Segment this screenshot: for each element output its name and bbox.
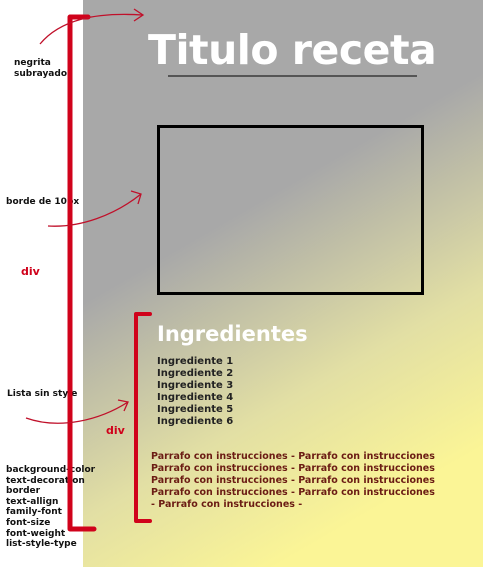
list-note: Lista sin style (7, 389, 78, 399)
ingredient-item: Ingrediente 6 (157, 416, 234, 427)
paragraph-line: - Parrafo con instrucciones - (151, 499, 303, 510)
ingredient-item: Ingrediente 2 (157, 368, 234, 379)
ingredient-item: Ingrediente 3 (157, 380, 234, 391)
ingredients-heading: Ingredientes (157, 322, 308, 346)
border-note: borde de 10px (6, 197, 80, 207)
paragraph-line: Parrafo con instrucciones - Parrafo con instrucciones (151, 475, 435, 486)
inner-div-label: div (106, 424, 125, 437)
css-property: border (6, 486, 41, 497)
inner-div-bracket (136, 314, 150, 521)
css-property: list-style-type (6, 539, 77, 550)
note-line: negrita (14, 58, 51, 68)
outer-div-bracket (70, 17, 94, 529)
ingredient-item: Ingrediente 1 (157, 356, 234, 367)
css-property: family-font (6, 507, 62, 518)
note-line: subrayado (14, 69, 68, 79)
list-arrow (26, 402, 128, 423)
paragraph-line: Parrafo con instrucciones - Parrafo con instrucciones (151, 451, 435, 462)
css-property: text-allign (6, 496, 59, 507)
ingredient-item: Ingrediente 5 (157, 404, 234, 415)
border-arrow (48, 194, 141, 226)
paragraph-line: Parrafo con instrucciones - Parrafo con instrucciones (151, 463, 435, 474)
css-property: background-color (6, 465, 96, 475)
paragraph-line: Parrafo con instrucciones - Parrafo con instrucciones (151, 487, 435, 498)
ingredient-item: Ingrediente 4 (157, 392, 234, 403)
outer-div-label: div (21, 265, 40, 278)
title-arrow (40, 14, 142, 44)
recipe-title: Titulo receta (148, 26, 437, 74)
css-property: font-weight (6, 528, 66, 539)
css-property: text-decoration (6, 475, 85, 486)
css-property: font-size (6, 517, 51, 528)
